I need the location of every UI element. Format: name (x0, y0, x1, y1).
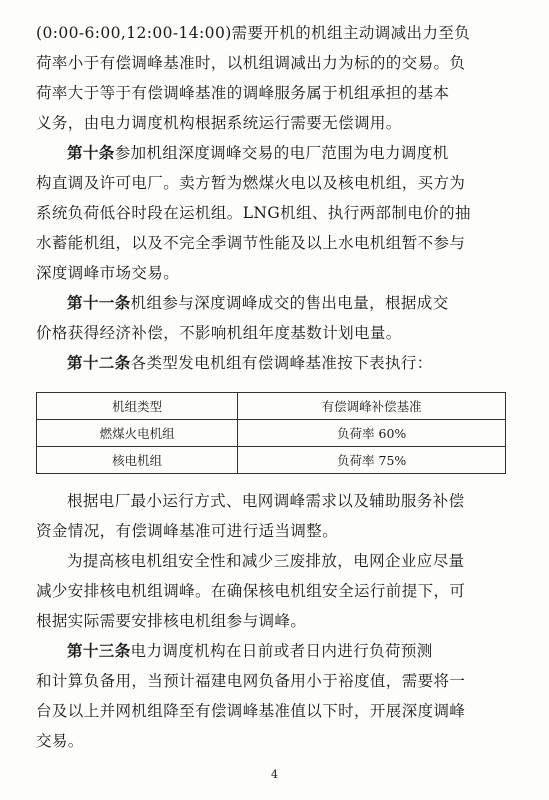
text-line: 荷率大于等于有偿调峰基准的调峰服务属于机组承担的基本 (36, 84, 450, 102)
article-heading: 第十一条 (67, 293, 131, 312)
text-line: 根据实际需要安排核电机组参与调峰。 (36, 612, 307, 630)
text-line: (0:00-6:00,12:00-14:00)需要开机的机组主动调减出力至负 (36, 24, 471, 42)
text-line: 水蓄能机组，以及不完全季调节性能及以上水电机组暂不参与 (36, 234, 466, 252)
article-heading: 第十三条 (67, 641, 131, 660)
text-run: 机组参与深度调峰成交的售出电量，根据成交 (130, 294, 449, 312)
text-line: 义务，由电力调度机构根据系统运行需要无偿调用。 (36, 114, 402, 132)
table-row (37, 420, 506, 447)
text-run: 电力调度机构在日前或者日内进行负荷预测 (130, 642, 433, 660)
article-13-line (36, 636, 506, 666)
article-10-line (36, 138, 506, 168)
text-run: 参加机组深度调峰交易的电厂范围为电力调度机 (114, 144, 449, 162)
table-cell: 负荷率 60% (238, 420, 506, 447)
page-number: 4 (271, 768, 278, 781)
text-line: 减少安排核电机组调峰。在确保核电机组安全运行前提下，可 (36, 582, 466, 600)
text-line: 交易。 (36, 732, 84, 750)
table-cell: 核电机组 (37, 447, 238, 474)
table-cell: 负荷率 75% (238, 447, 506, 474)
text-line: 根据电厂最小运行方式、电网调峰需求以及辅助服务补偿 (67, 492, 465, 510)
table-header-row (37, 393, 506, 420)
text-run: 各类型发电机组有偿调峰基准按下表执行： (130, 354, 433, 372)
table-row (37, 447, 506, 474)
body-text-top (36, 18, 506, 378)
body-text-bottom (36, 486, 506, 756)
text-line: 系统负荷低谷时段在运机组。LNG机组、执行两部制电价的抽 (36, 204, 471, 222)
text-line: 台及以上并网机组降至有偿调峰基准值以下时，开展深度调峰 (36, 702, 466, 720)
text-line: 荷率小于有偿调峰基准时，以机组调减出力为标的的交易。负 (36, 54, 466, 72)
peak-regulation-table (36, 392, 506, 474)
text-line: 为提高核电机组安全性和减少三废排放，电网企业应尽量 (67, 552, 465, 570)
article-heading: 第十条 (67, 143, 115, 162)
table-header-cell: 机组类型 (37, 393, 238, 420)
table-header-cell: 有偿调峰补偿基准 (238, 393, 506, 420)
article-12-line (36, 348, 506, 378)
text-line: 深度调峰市场交易。 (36, 264, 180, 282)
text-line: 构直调及许可电厂。卖方暂为燃煤火电以及核电机组，买方为 (36, 174, 466, 192)
text-line: 价格获得经济补偿，不影响机组年度基数计划电量。 (36, 324, 402, 342)
article-11-line (36, 288, 506, 318)
table-cell: 燃煤火电机组 (37, 420, 238, 447)
article-heading: 第十二条 (67, 353, 131, 372)
text-line: 资金情况，有偿调峰基准可进行适当调整。 (36, 522, 339, 540)
text-line: 和计算负备用，当预计福建电网负备用小于裕度值，需要将一 (36, 672, 466, 690)
